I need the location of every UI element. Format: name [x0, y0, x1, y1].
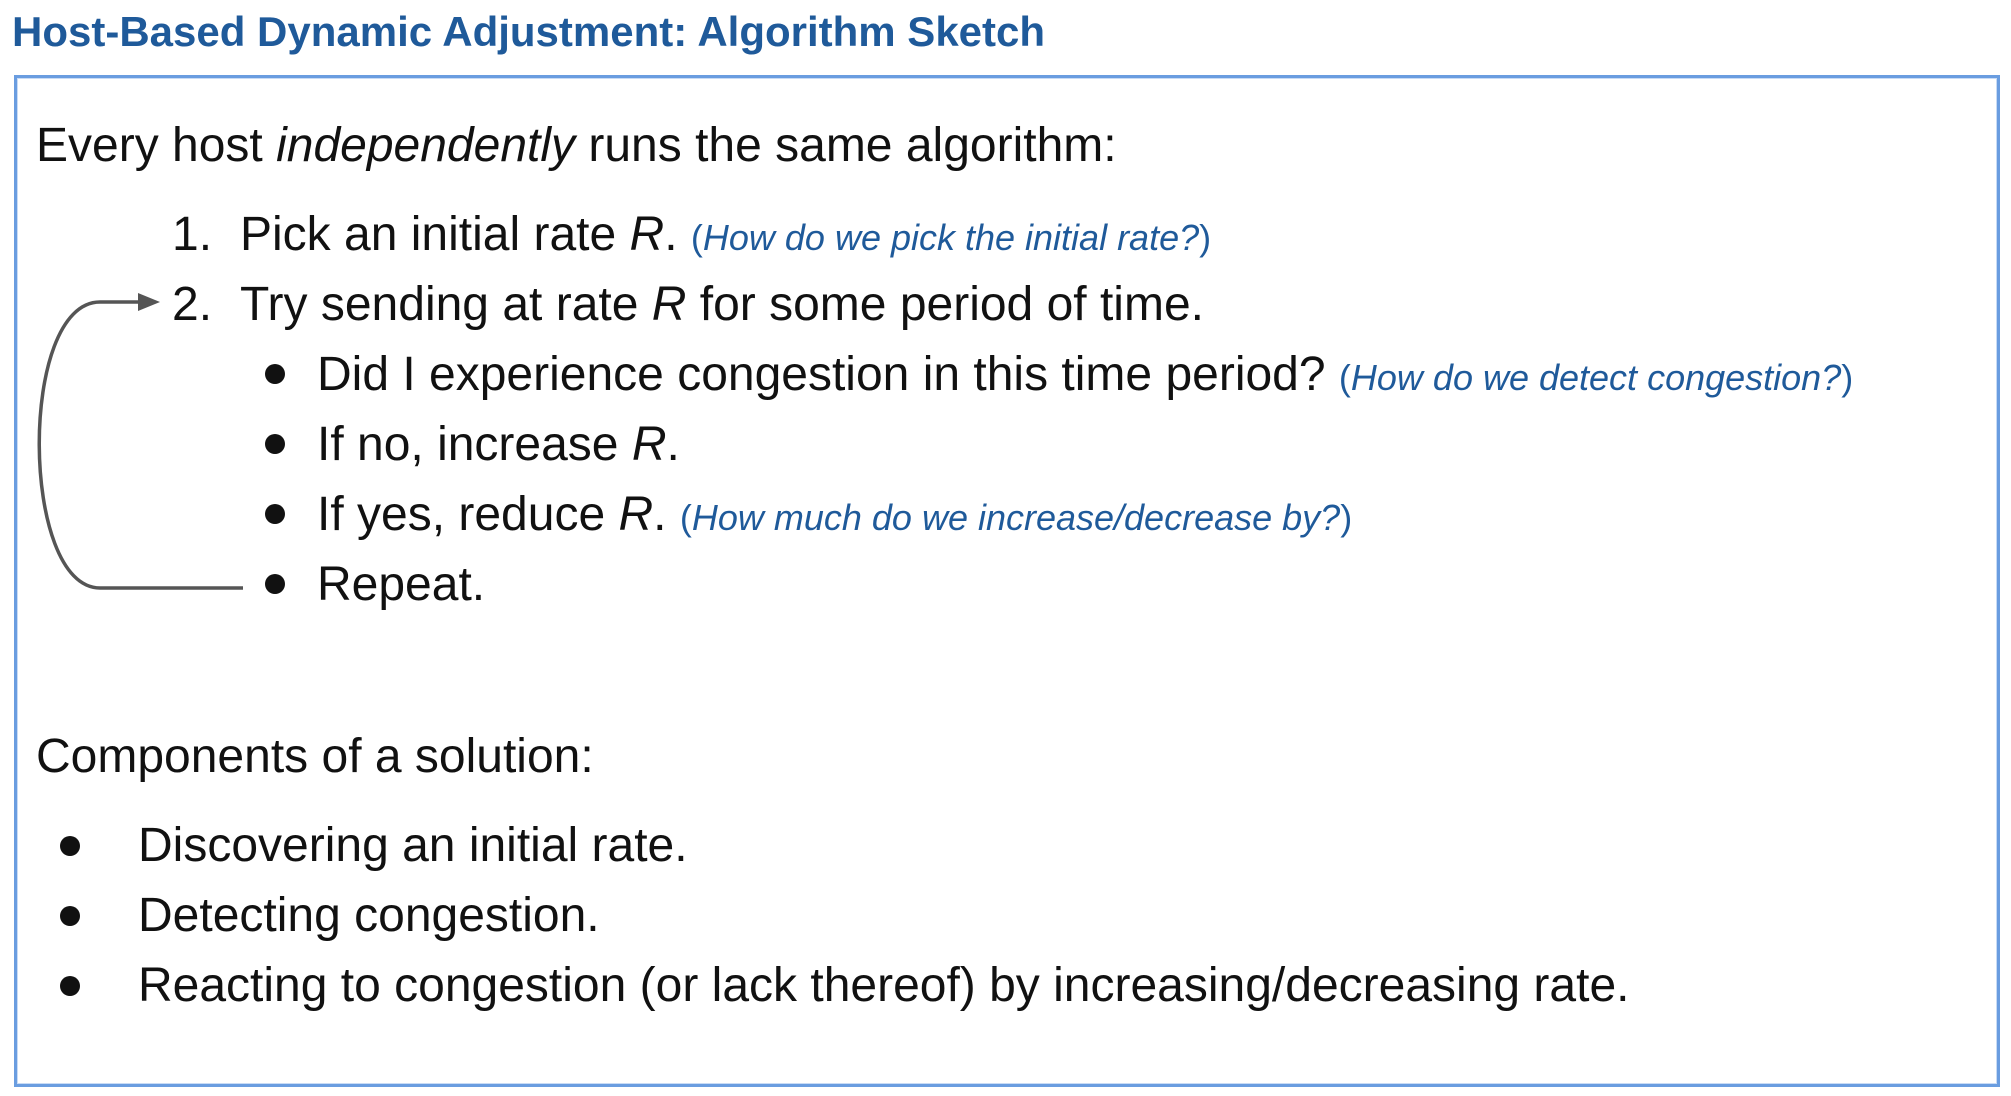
substep-detect-note: (How do we detect congestion?): [1338, 357, 1854, 398]
step-2-number: 2.: [172, 278, 213, 331]
substep-detect-note-text: How do we detect congestion?: [1350, 357, 1842, 398]
substep-increase-var: R: [631, 418, 667, 471]
substep-reduce-before: If yes, reduce: [317, 488, 619, 541]
step-1-note: (How do we pick the initial rate?): [690, 217, 1212, 258]
substep-reduce-note: (How much do we increase/decrease by?): [679, 497, 1353, 538]
bullet-dot-icon: [60, 906, 80, 926]
bullet-dot-icon: [60, 976, 80, 996]
step-1-var: R: [629, 208, 665, 261]
intro-emphasis: independently: [276, 119, 576, 172]
component-item: Discovering an initial rate.: [138, 819, 688, 872]
substep-repeat: Repeat.: [317, 558, 486, 611]
step-2-after: for some period of time.: [686, 278, 1204, 331]
intro-before: Every host: [36, 119, 277, 172]
substep-reduce-var: R: [618, 488, 654, 541]
substep-increase-before: If no, increase: [317, 418, 632, 471]
substep-reduce-after: .: [653, 488, 667, 541]
step-2-before: Try sending at rate: [240, 278, 652, 331]
substep-increase-after: .: [666, 418, 680, 471]
component-item: Detecting congestion.: [138, 889, 600, 942]
components-heading: Components of a solution:: [36, 730, 594, 783]
substep-detect-text: Did I experience congestion in this time period?: [317, 348, 1326, 401]
step-2-var: R: [651, 278, 687, 331]
intro-after: runs the same algorithm:: [575, 119, 1117, 172]
step-1-note-text: How do we pick the initial rate?: [702, 217, 1200, 258]
component-item: Reacting to congestion (or lack thereof) by increasing/decreasing rate.: [138, 959, 1630, 1012]
step-1-before: Pick an initial rate: [240, 208, 630, 261]
bullet-dot-icon: [60, 836, 80, 856]
step-1-after: .: [664, 208, 678, 261]
step-1-number: 1.: [172, 208, 213, 261]
substep-reduce-note-text: How much do we increase/decrease by?: [691, 497, 1341, 538]
page-title: Host-Based Dynamic Adjustment: Algorithm Sketch: [12, 8, 1046, 55]
